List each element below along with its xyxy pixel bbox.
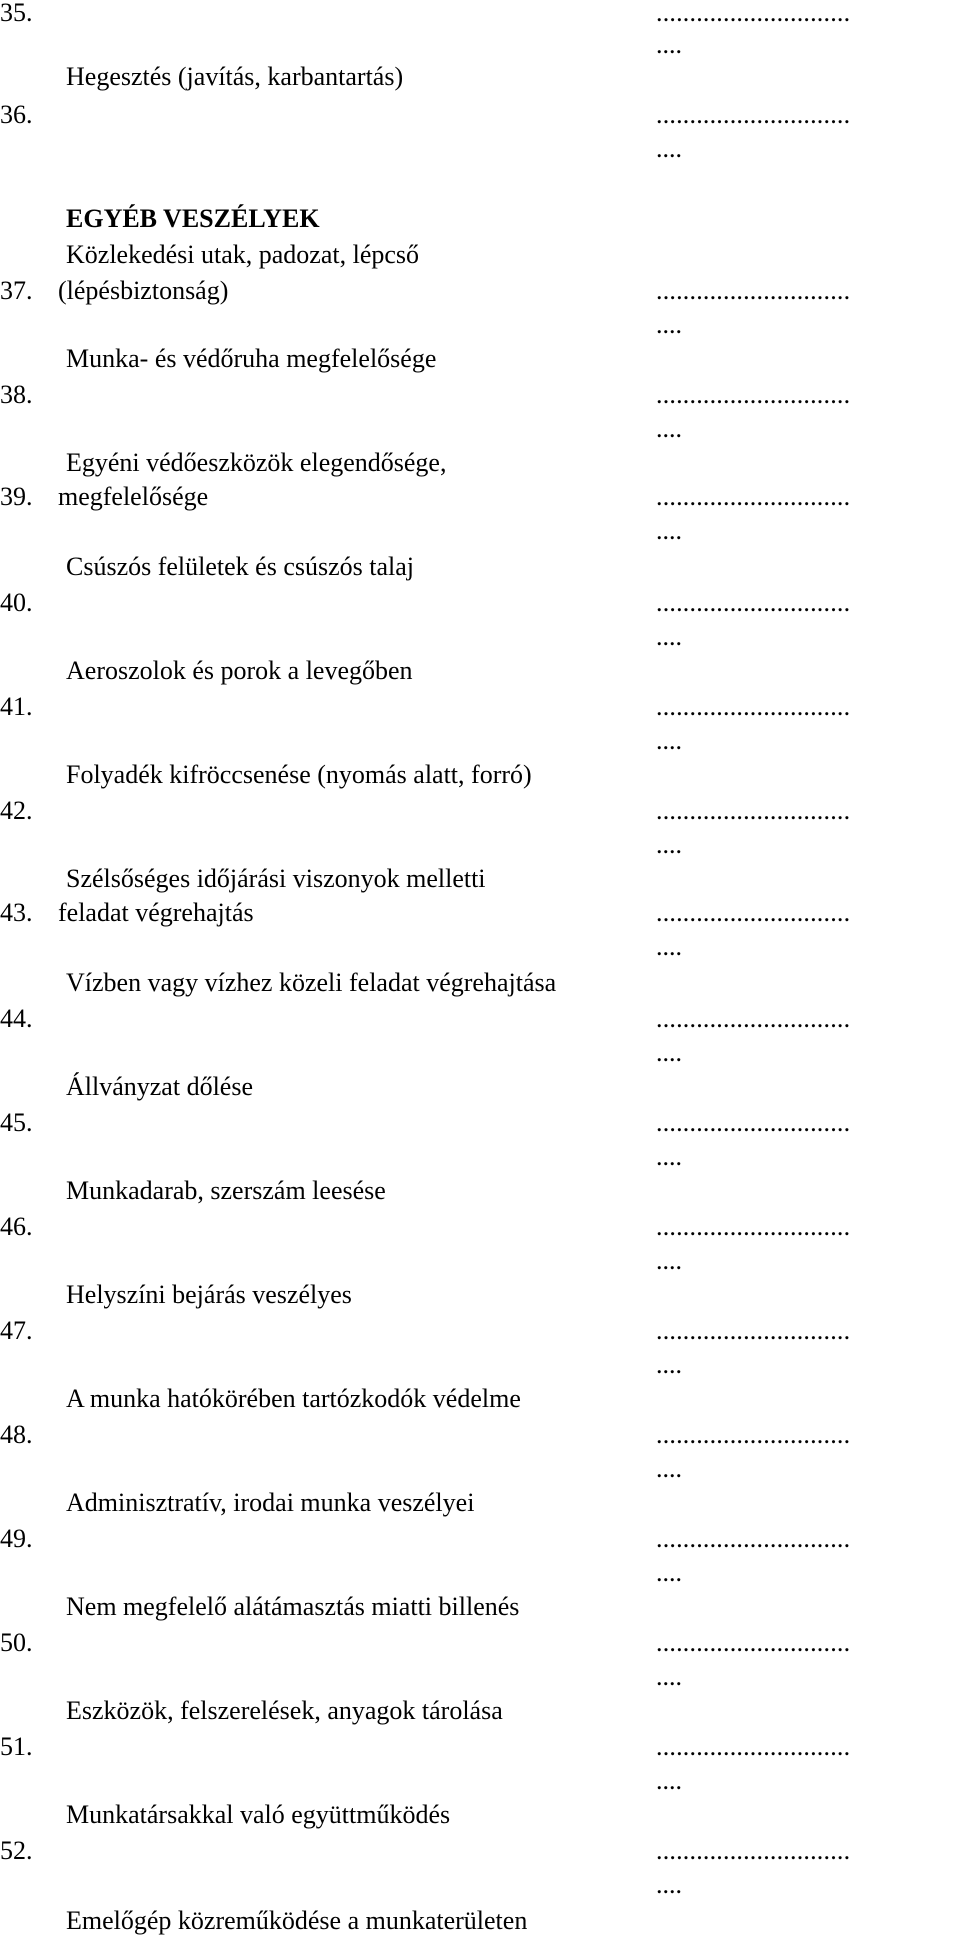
item-number: 39. [0,482,33,511]
item-number: 44. [0,1004,33,1033]
item-number: 50. [0,1628,33,1657]
item-number: 37. [0,276,33,305]
item-label: Közlekedési utak, padozat, lépcső [66,240,420,269]
fill-in-dots[interactable]: ............................. [656,0,851,27]
item-label: A munka hatókörében tartózkodók védelme [66,1384,521,1413]
fill-in-dots[interactable]: ............................. [656,100,851,129]
item-label: Munka- és védőruha megfelelősége [66,344,437,373]
item-label: Eszközök, felszerelések, anyagok tárolása [66,1696,503,1725]
fill-in-dots-continuation: .... [656,1662,682,1691]
item-number: 42. [0,796,33,825]
item-label: Csúszós felületek és csúszós talaj [66,552,415,581]
item-number: 45. [0,1108,33,1137]
fill-in-dots-continuation: .... [656,1558,682,1587]
item-label: Munkatársakkal való együttműködés [66,1800,451,1829]
fill-in-dots[interactable]: ............................. [656,276,851,305]
item-label: Aeroszolok és porok a levegőben [66,656,413,685]
item-number: 36. [0,100,33,129]
fill-in-dots-continuation: .... [656,1350,682,1379]
item-label: Egyéni védőeszközök elegendősége, [66,448,447,477]
fill-in-dots[interactable]: ............................. [656,1420,851,1449]
fill-in-dots-continuation: .... [656,1246,682,1275]
fill-in-dots[interactable]: ............................. [656,482,851,511]
fill-in-dots-continuation: .... [656,1038,682,1067]
item-label: Munkadarab, szerszám leesése [66,1176,386,1205]
fill-in-dots-continuation: .... [656,1454,682,1483]
item-label: Hegesztés (javítás, karbantartás) [66,62,404,91]
item-label: Adminisztratív, irodai munka veszélyei [66,1488,475,1517]
section-heading: EGYÉB VESZÉLYEK [66,204,320,233]
item-number: 51. [0,1732,33,1761]
fill-in-dots-continuation: .... [656,516,682,545]
fill-in-dots-continuation: .... [656,414,682,443]
fill-in-dots[interactable]: ............................. [656,1108,851,1137]
item-number: 41. [0,692,33,721]
item-number: 35. [0,0,33,27]
fill-in-dots[interactable]: ............................. [656,1004,851,1033]
fill-in-dots[interactable]: ............................. [656,796,851,825]
fill-in-dots-continuation: .... [656,622,682,651]
item-label-continuation: feladat végrehajtás [58,898,254,927]
fill-in-dots-continuation: .... [656,1766,682,1795]
fill-in-dots-continuation: .... [656,1870,682,1899]
fill-in-dots[interactable]: ............................. [656,692,851,721]
item-label-continuation: (lépésbiztonság) [58,276,229,305]
fill-in-dots-continuation: .... [656,830,682,859]
item-label: Szélsőséges időjárási viszonyok melletti [66,864,486,893]
fill-in-dots-continuation: .... [656,310,682,339]
fill-in-dots-continuation: .... [656,30,682,59]
item-number: 49. [0,1524,33,1553]
item-label: Nem megfelelő alátámasztás miatti billenés [66,1592,520,1621]
item-number: 52. [0,1836,33,1865]
fill-in-dots[interactable]: ............................. [656,898,851,927]
fill-in-dots-continuation: .... [656,1142,682,1171]
item-number: 47. [0,1316,33,1345]
fill-in-dots[interactable]: ............................. [656,1836,851,1865]
fill-in-dots[interactable]: ............................. [656,1316,851,1345]
item-number: 38. [0,380,33,409]
item-number: 40. [0,588,33,617]
fill-in-dots[interactable]: ............................. [656,588,851,617]
item-label: Állványzat dőlése [66,1072,253,1101]
fill-in-dots[interactable]: ............................. [656,1212,851,1241]
item-number: 48. [0,1420,33,1449]
fill-in-dots-continuation: .... [656,932,682,961]
item-label-continuation: megfelelősége [58,482,209,511]
item-label: Vízben vagy vízhez közeli feladat végrehajtása [66,968,557,997]
fill-in-dots[interactable]: ............................. [656,380,851,409]
fill-in-dots[interactable]: ............................. [656,1732,851,1761]
item-number: 46. [0,1212,33,1241]
fill-in-dots[interactable]: ............................. [656,1524,851,1553]
item-label: Folyadék kifröccsenése (nyomás alatt, forró) [66,760,532,789]
fill-in-dots[interactable]: ............................. [656,1628,851,1657]
fill-in-dots-continuation: .... [656,134,682,163]
fill-in-dots-continuation: .... [656,726,682,755]
item-label: Emelőgép közreműködése a munkaterületen [66,1906,528,1935]
item-number: 43. [0,898,33,927]
item-label: Helyszíni bejárás veszélyes [66,1280,352,1309]
